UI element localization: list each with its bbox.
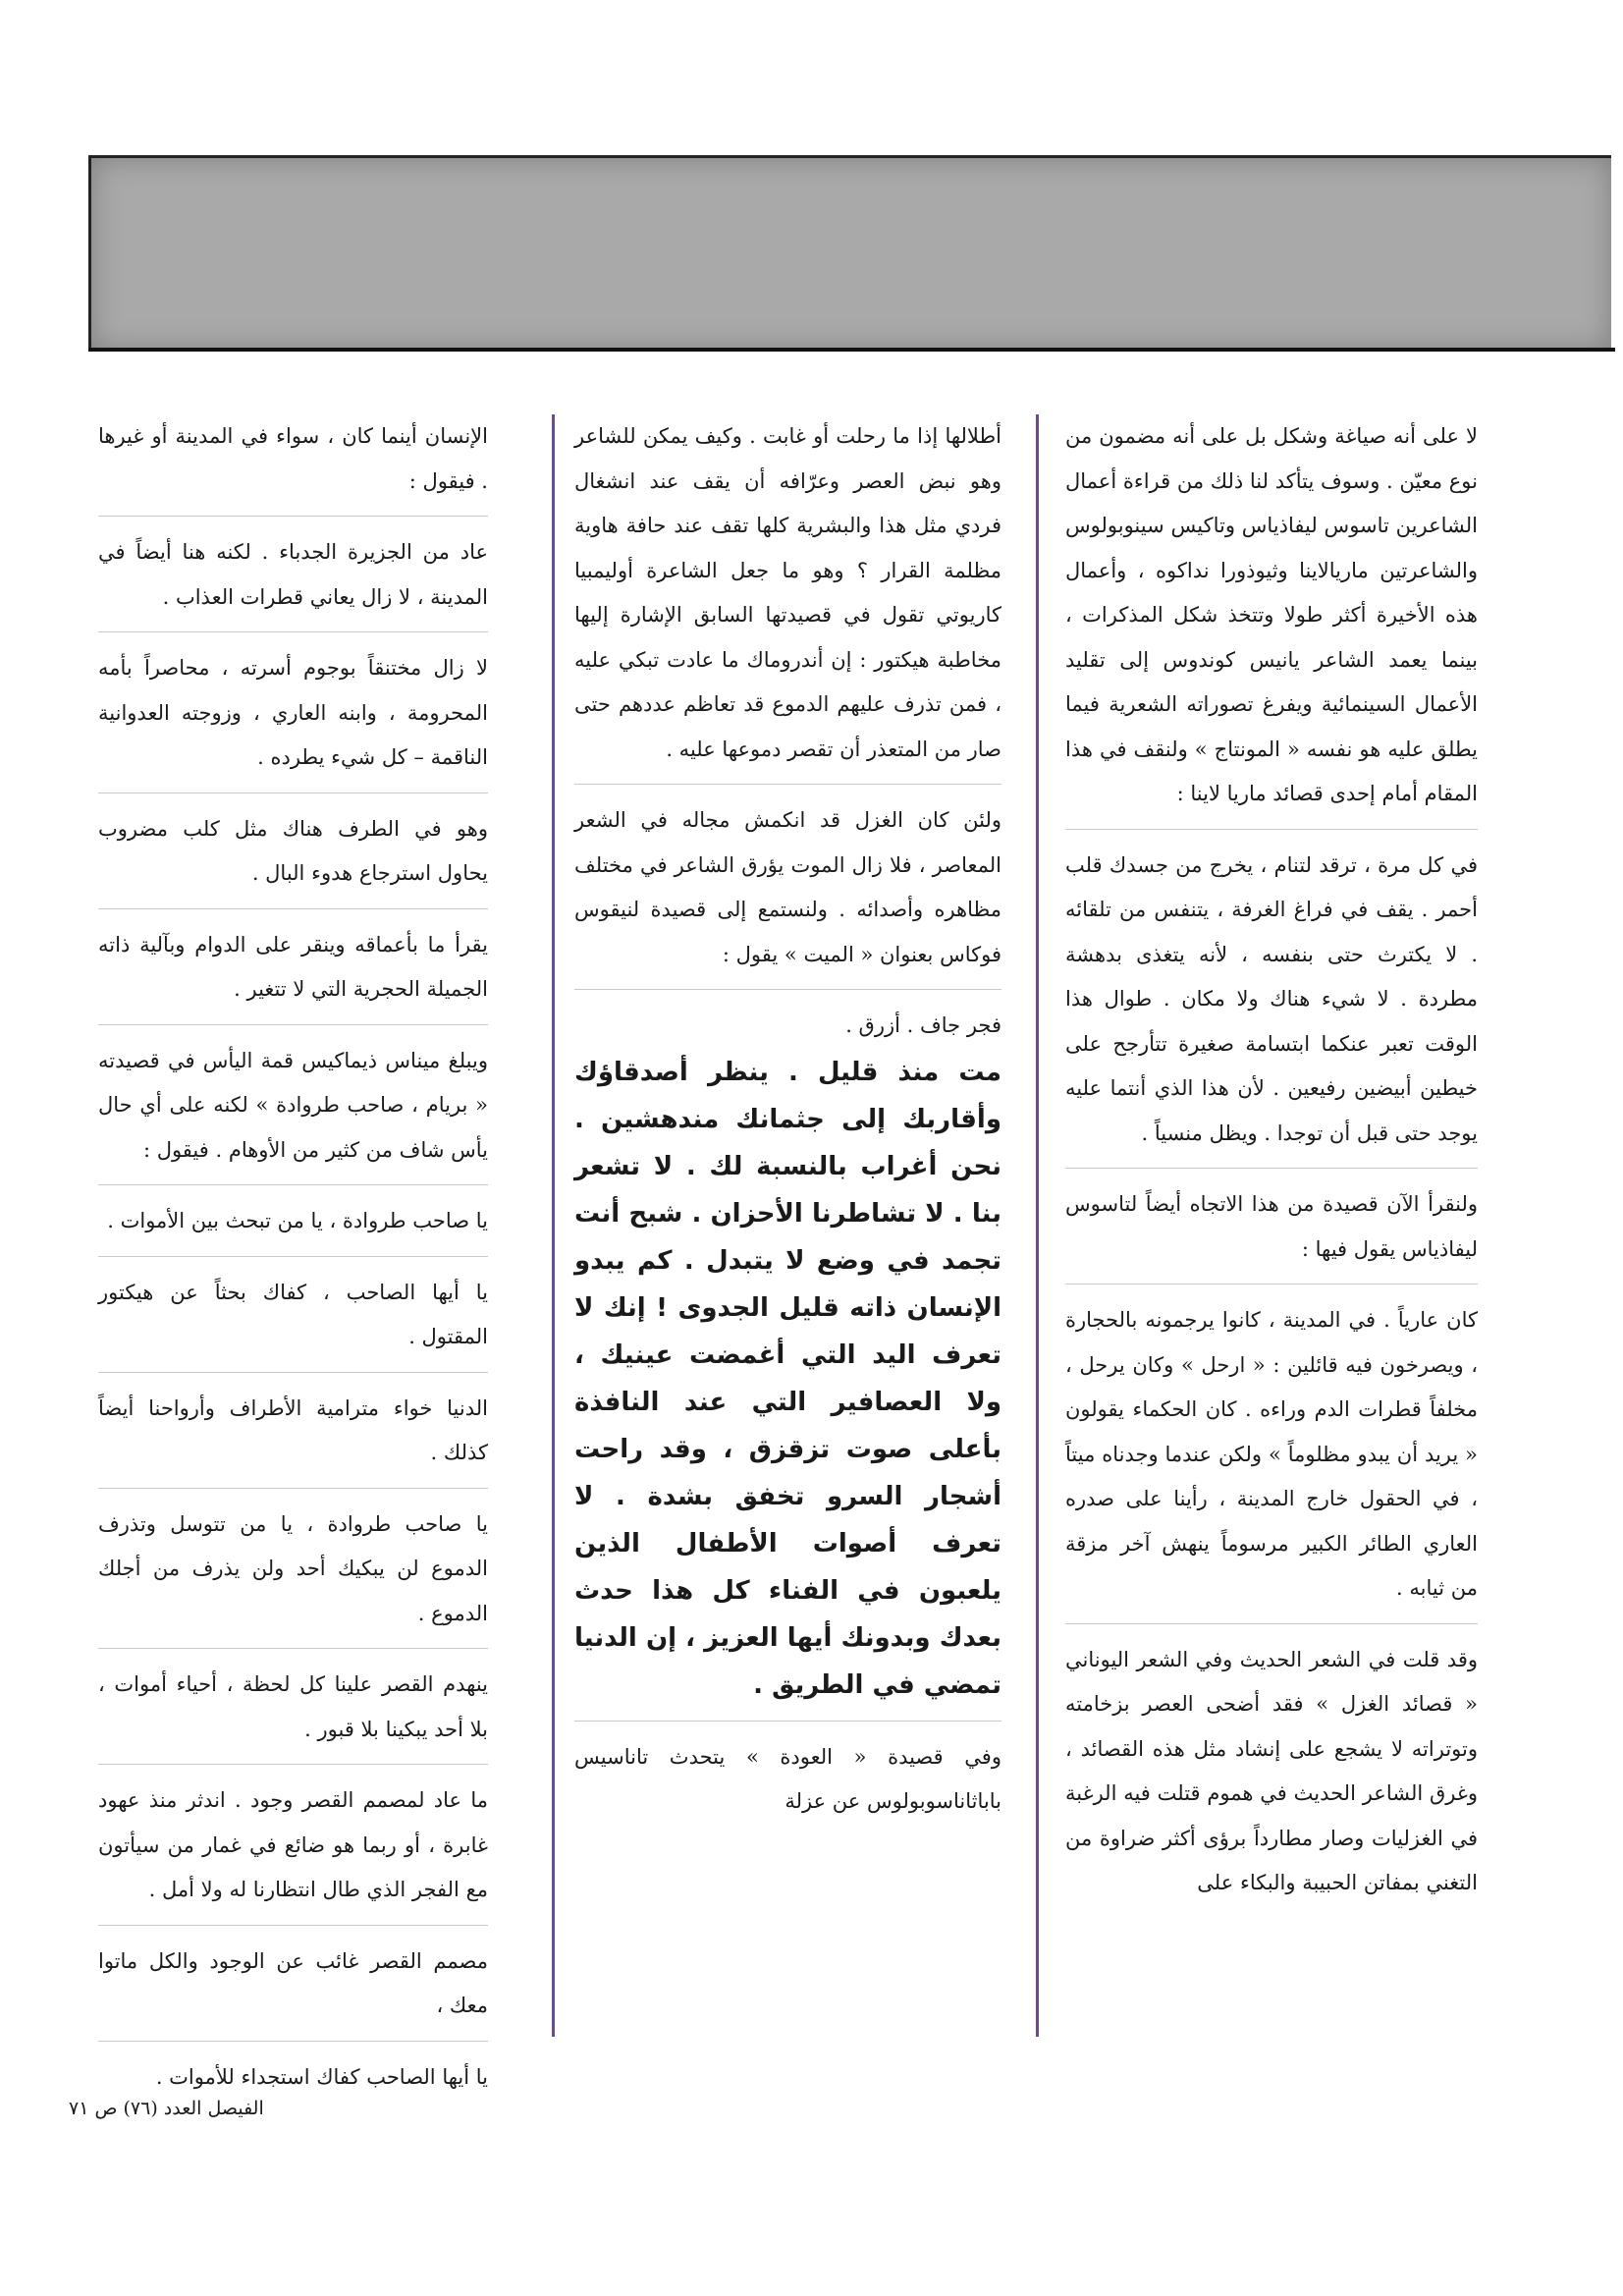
column-divider xyxy=(552,414,555,2037)
paragraph: الإنسان أينما كان ، سواء في المدينة أو غيرها . فيقول : xyxy=(98,424,488,493)
paragraph: وقد قلت في الشعر الحديث وفي الشعر اليوناني « قصائد الغزل » فقد أضحى العصر بزخامته وتوتراته لا يشجع على إنشاد مثل هذه القصائد ، وغرق الشاعر الحديث في هموم قتلت فيه الرغبة في الغزليات وصار مطارداً برؤى أكثر ضراوة من التغني بمفاتن الحبيبة والبكاء على xyxy=(1065,1647,1478,1894)
right-column xyxy=(1065,414,1478,1906)
left-column xyxy=(98,414,488,2100)
poem-line: عاد من الجزيرة الجدباء . لكنه هنا أيضاً في المدينة ، لا زال يعاني قطرات العذاب . xyxy=(98,540,488,609)
poem-line: وهو في الطرف هناك مثل كلب مضروب يحاول استرجاع هدوء البال . xyxy=(98,816,488,885)
paragraph: ولنقرأ الآن قصيدة من هذا الاتجاه أيضاً لتاسوس ليفاذياس يقول فيها : xyxy=(1065,1192,1478,1261)
page-footer: الفيصل العدد (٧٦) ص ٧١ xyxy=(69,2098,264,2119)
poem-line: يا أيها الصاحب ، كفاك بحثاً عن هيكتور المقتول . xyxy=(98,1280,488,1348)
poem-line: ينهدم القصر علينا كل لحظة ، أحياء أموات ، بلا أحد يبكينا بلا قبور . xyxy=(98,1672,488,1741)
poem-excerpt: كان عارياً . في المدينة ، كانوا يرجمونه بالحجارة ، ويصرخون فيه قائلين : « ارحل » وكان يرحل ، مخلفاً قطرات الدم وراءه . كان الحكماء يقولون « يريد أن يبدو مظلوماً » ولكن عندما وجدناه ميتاً ، في الحقول خارج المدينة ، رأينا على صدره العاري الطائر الكبير مرسوماً ينهش آخر مزقة من ثيابه . xyxy=(1065,1308,1478,1600)
paragraph: ويبلغ ميناس ذيماكيس قمة اليأس في قصيدته « بريام ، صاحب طروادة » لكنه على أي حال يأس شاف من كثير من الأوهام . فيقول : xyxy=(98,1048,488,1162)
poem-line: يا صاحب طروادة ، يا من تبحث بين الأموات . xyxy=(107,1209,488,1232)
header-rule xyxy=(88,348,1615,352)
column-divider xyxy=(1036,414,1039,2037)
middle-column xyxy=(574,414,1001,1825)
paragraph: أطلالها إذا ما رحلت أو غابت . وكيف يمكن للشاعر وهو نبض العصر وعرّافه أن يقف عند انشغال فردي مثل هذا والبشرية كلها تقف عند حافة هاوية مظلمة القرار ؟ وهو ما جعل الشاعرة أوليمبيا كاريوتي تقول في قصيدتها السابق الإشارة إليها مخاطبة هيكتور : إن أندروماك ما عادت تبكي عليه ، فمن تذرف عليهم الدموع قد تعاظم عددهم حتى صار من المتعذر أن تقصر دموعها عليه . xyxy=(574,424,1001,761)
paragraph: لا على أنه صياغة وشكل بل على أنه مضمون من نوع معيّن . وسوف يتأكد لنا ذلك من قراءة أعمال الشاعرين تاسوس ليفاذياس وتاكيس سينوبولوس والشاعرتين ماريالاينا وثيوذورا نداكوه ، وأعمال هذه الأخيرة أكثر طولا وتتخذ شكل المذكرات ، بينما يعمد الشاعر يانيس كوندوس إلى تقليد الأعمال السينمائية ويفرغ تصوراته الشعرية فيما يطلق عليه هو نفسه « المونتاج » ولنقف في هذا المقام أمام إحدى قصائد ماريا لاينا : xyxy=(1065,424,1478,805)
poem-line: يا أيها الصاحب كفاك استجداء للأموات . xyxy=(155,2064,488,2089)
poem-line: فجر جاف . أزرق . xyxy=(845,1013,1001,1037)
poem-line: ما عاد لمصمم القصر وجود . اندثر منذ عهود غابرة ، أو ربما هو ضائع في غمار من سيأتون مع الفجر الذي طال انتظارنا له ولا أمل . xyxy=(98,1788,488,1901)
paragraph: وفي قصيدة « العودة » يتحدث تاناسيس باباثاناسوبولوس عن عزلة xyxy=(574,1744,1001,1813)
poem-line: يقرأ ما بأعماقه وينقر على الدوام وبآلية ذاته الجميلة الحجرية التي لا تتغير . xyxy=(98,932,488,1001)
poem-line: مصمم القصر غائب عن الوجود والكل ماتوا معك ، xyxy=(98,1948,488,2017)
poem-excerpt: مت منذ قليل . ينظر أصدقاؤك وأقاربك إلى جثمانك مندهشين . نحن أغراب بالنسبة لك . لا تشعر بنا . لا تشاطرنا الأحزان . شبح أنت تجمد في وضع لا يتبدل . كم يبدو الإنسان ذاته قليل الجدوى ! إنك لا تعرف اليد التي أغمضت عينيك ، ولا العصافير التي عند النافذة بأعلى صوت تزقزق ، وقد راحت أشجار السرو تخفق بشدة . لا تعرف أصوات الأطفال الذين يلعبون في الفناء كل هذا حدث بعدك وبدونك أيها العزيز ، إن الدنيا تمضي في الطريق . xyxy=(574,1057,1001,1700)
poem-line: لا زال مختنقاً بوجوم أسرته ، محاصراً بأمه المحرومة ، وابنه العاري ، وزوجته العدوانية الناقمة – كل شيء يطرده . xyxy=(98,656,488,769)
poem-excerpt: في كل مرة ، ترقد لتنام ، يخرج من جسدك قلب أحمر . يقف في فراغ الغرفة ، يتنفس من تلقائه . لا يكترث حتى بنفسه ، لأنه يتغذى بدهشة مطردة . لا شيء هناك ولا مكان . طوال هذا الوقت تعبر عنكما ابتسامة صغيرة تتأرجح على خيطين أبيضين رفيعين . لأن هذا الذي أنتما عليه يوجد حتى قبل أن توجدا . ويظل منسياً . xyxy=(1065,852,1478,1145)
paragraph: ولئن كان الغزل قد انكمش مجاله في الشعر المعاصر ، فلا زال الموت يؤرق الشاعر في مختلف مظاهره وأصدائه . ولنستمع إلى قصيدة لنيقوس فوكاس بعنوان « الميت » يقول : xyxy=(574,808,1001,966)
poem-line: الدنيا خواء مترامية الأطراف وأرواحنا أيضاً كذلك . xyxy=(98,1395,488,1464)
poem-line: يا صاحب طروادة ، يا من تتوسل وتذرف الدموع لن يبكيك أحد ولن يذرف من أجلك الدموع . xyxy=(98,1511,488,1625)
header-banner xyxy=(88,155,1611,351)
